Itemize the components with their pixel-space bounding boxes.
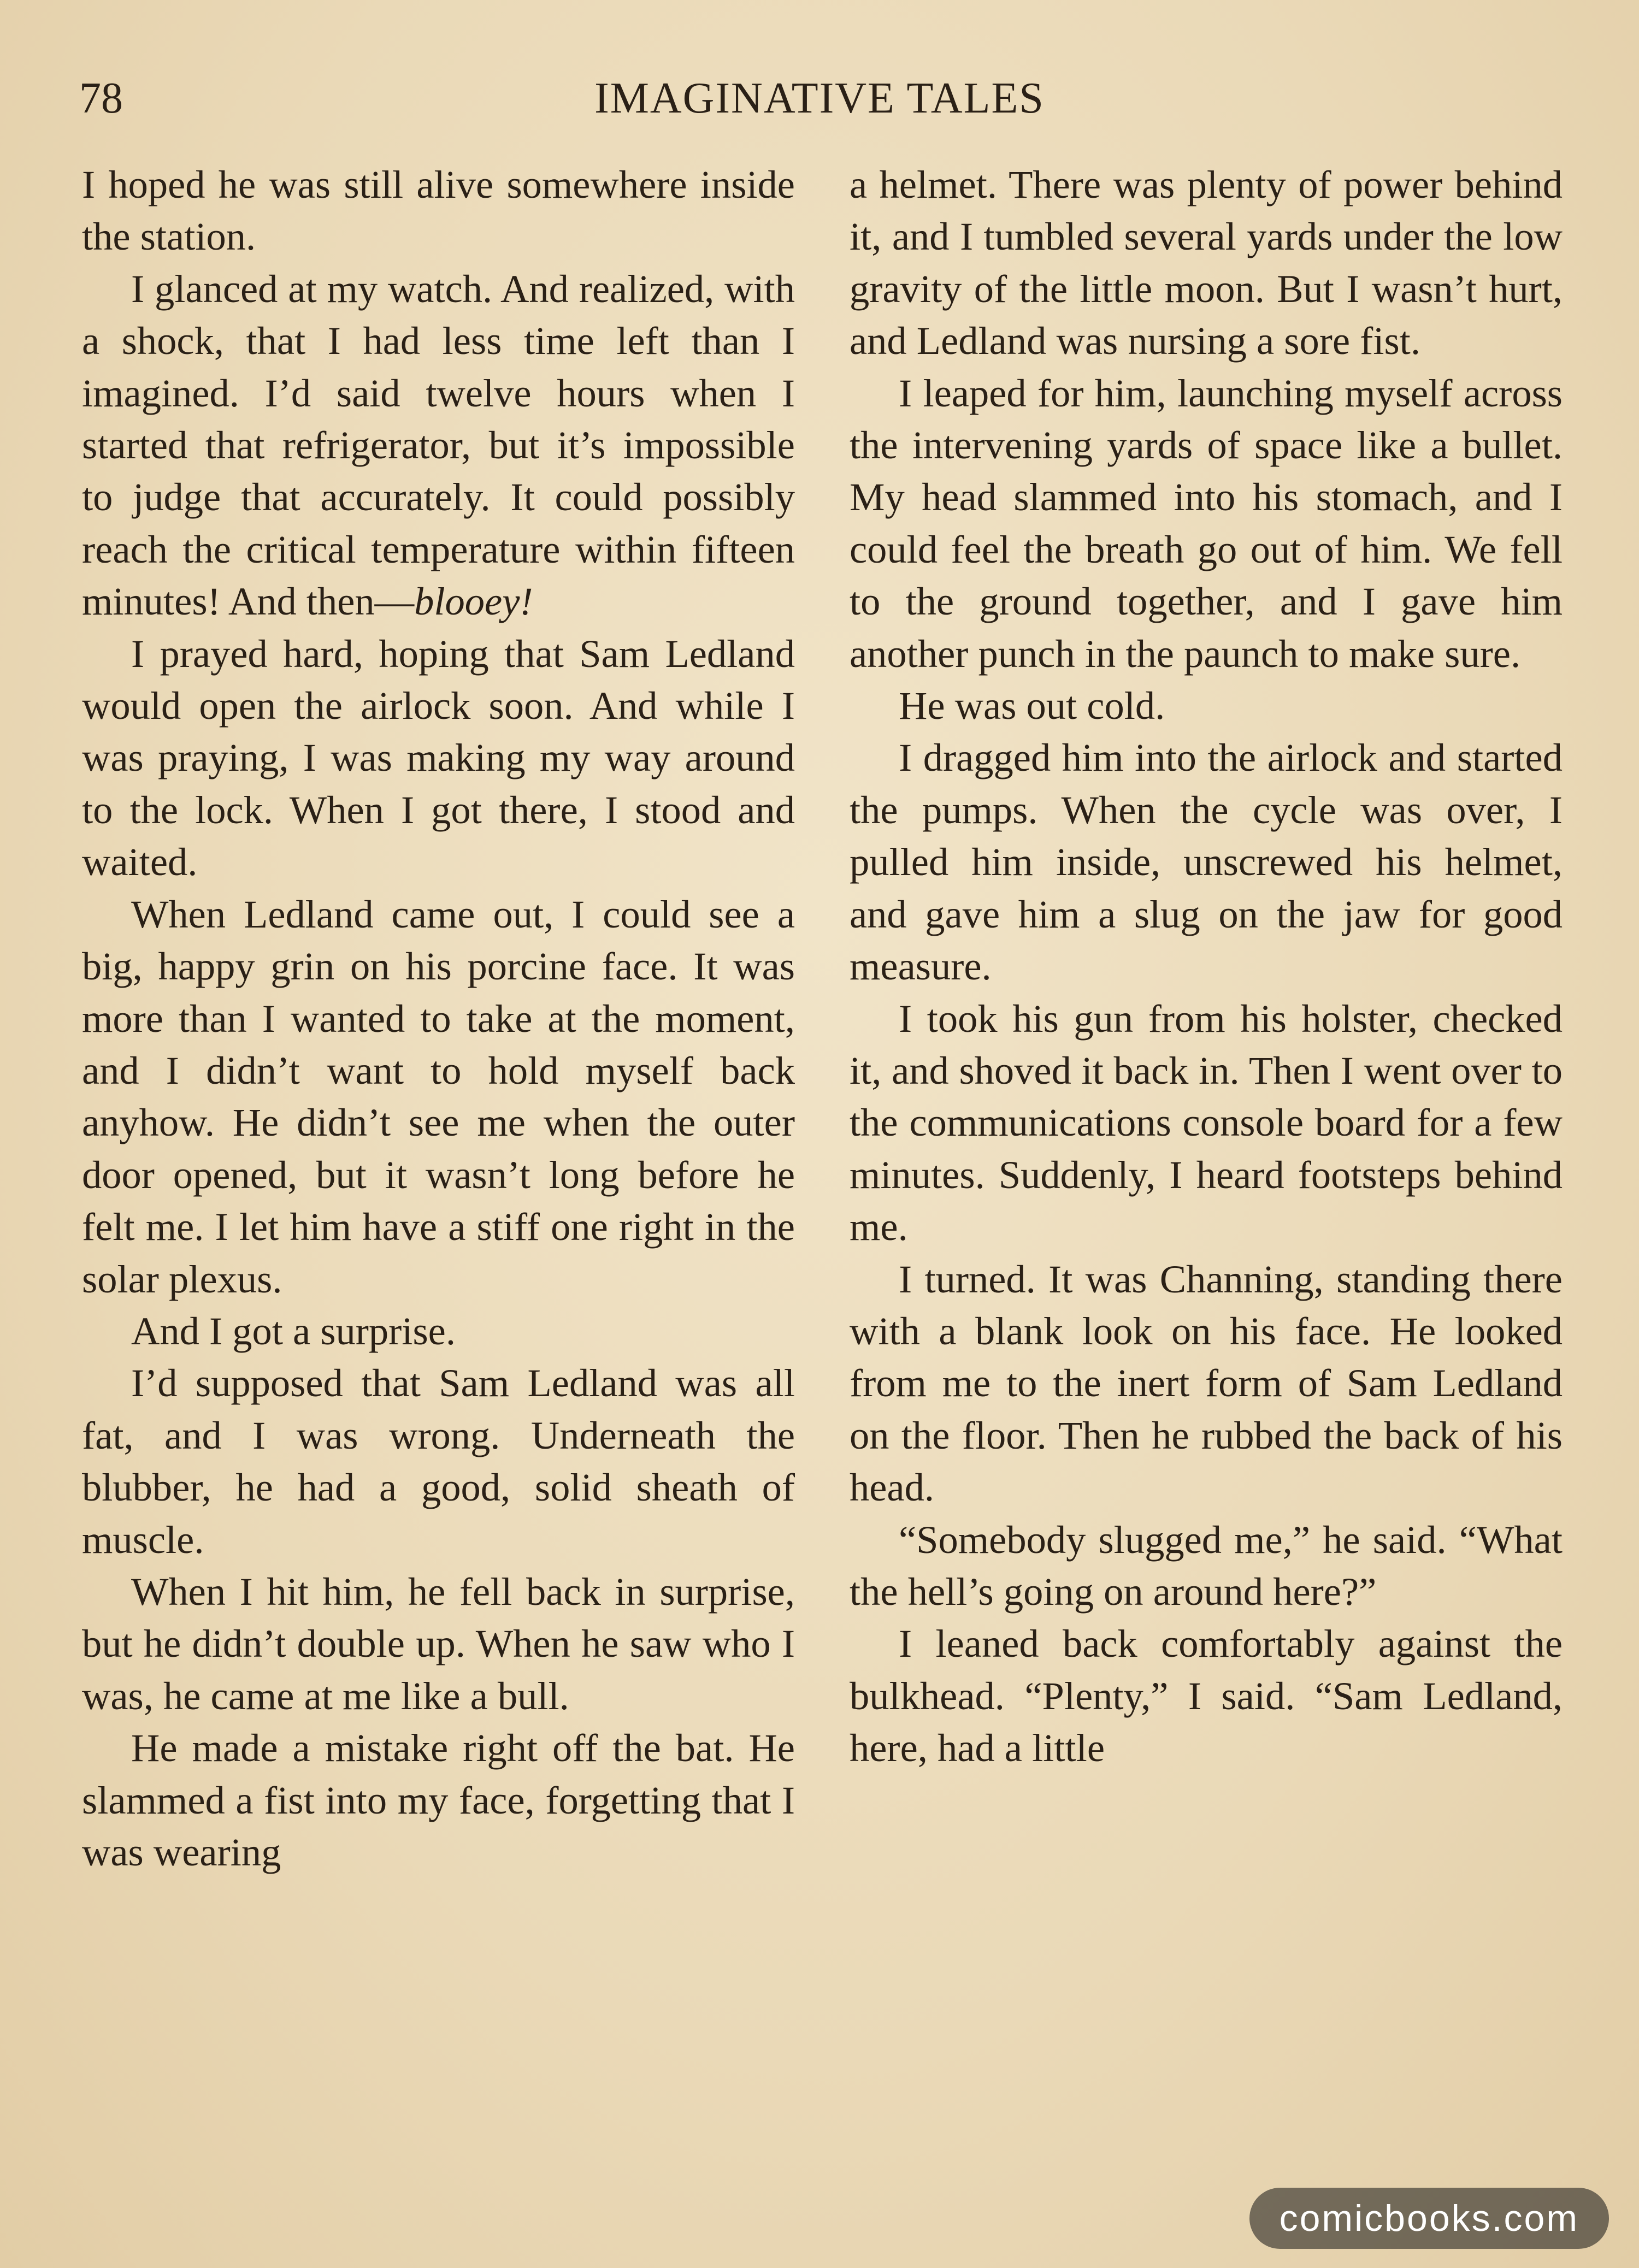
paragraph: When I hit him, he fell back in surprise, but he didn’t double up. When he saw who I was, he came at me like a bull. (82, 1569, 795, 1718)
paragraph: “Somebody slugged me,” he said. “What the hell’s going on around here?” (850, 1517, 1563, 1614)
watermark: comicbooks.com (1249, 2188, 1609, 2249)
paragraph (82, 263, 795, 628)
running-head: IMAGINATIVE TALES (594, 74, 1045, 122)
paragraph: I took his gun from his holster, checked it, and shoved it back in. Then I went over to the communications console board for a few minutes. Suddenly, I heard footsteps behind me. (850, 996, 1563, 1249)
paragraph: I turned. It was Channing, standing there with a blank look on his face. He looked from me to the inert form of Sam Ledland on the floor. Then he rubbed the back of his head. (850, 1256, 1563, 1510)
paragraph: a helmet. There was plenty of power behind it, and I tumbled several yards under the low gravity of the little moon. But I wasn’t hurt, and Ledland was nursing a sore fist. (850, 162, 1563, 363)
paragraph-text: I glanced at my watch. And realized, with a shock, that I had less time left than I imagined. I’d said twelve hours when I started that refrigerator, but it’s impossible to judge that accurately. It could possibly reach the critical temperature within fifteen minutes! And then— (82, 266, 795, 624)
paragraph: I dragged him into the airlock and started the pumps. When the cycle was over, I pulled him inside, unscrewed his helmet, and gave him a slug on the jaw for good measure. (850, 735, 1563, 989)
emphasis-text: blooey! (414, 579, 533, 624)
paragraph: And I got a surprise. (131, 1308, 456, 1353)
paragraph: I’d supposed that Sam Ledland was all fat, and I was wrong. Underneath the blubber, he had a good, solid sheath of muscle. (82, 1361, 795, 1562)
paragraph: I leaped for him, launching myself across the intervening yards of space like a bullet. My head slammed into his stomach, and I could feel the breath go out of him. We fell to the ground together, and I gave him another punch in the paunch to make sure. (850, 370, 1563, 676)
page-number: 78 (79, 74, 123, 122)
paragraph: He made a mistake right off the bat. He slammed a fist into my face, forgetting that I was wearing (82, 1726, 795, 1874)
paragraph: He was out cold. (899, 683, 1165, 728)
paragraph: I prayed hard, hoping that Sam Ledland would open the airlock soon. And while I was praying, I was making my way around to the lock. When I got there, I stood and waited. (82, 631, 795, 884)
right-column (850, 158, 1563, 1774)
paragraph: I hoped he was still alive somewhere inside the station. (82, 162, 795, 259)
paragraph: When Ledland came out, I could see a big, happy grin on his porcine face. It was more than I wanted to take at the moment, and I didn’t want to hold myself back anyhow. He didn’t see me when the outer door opened, but it wasn’t long before he felt me. I let him have a stiff one right in the solar plexus. (82, 891, 795, 1301)
left-column (82, 158, 795, 1878)
paragraph: I leaned back comfortably against the bulkhead. “Plenty,” I said. “Sam Ledland, here, had a little (850, 1621, 1563, 1770)
